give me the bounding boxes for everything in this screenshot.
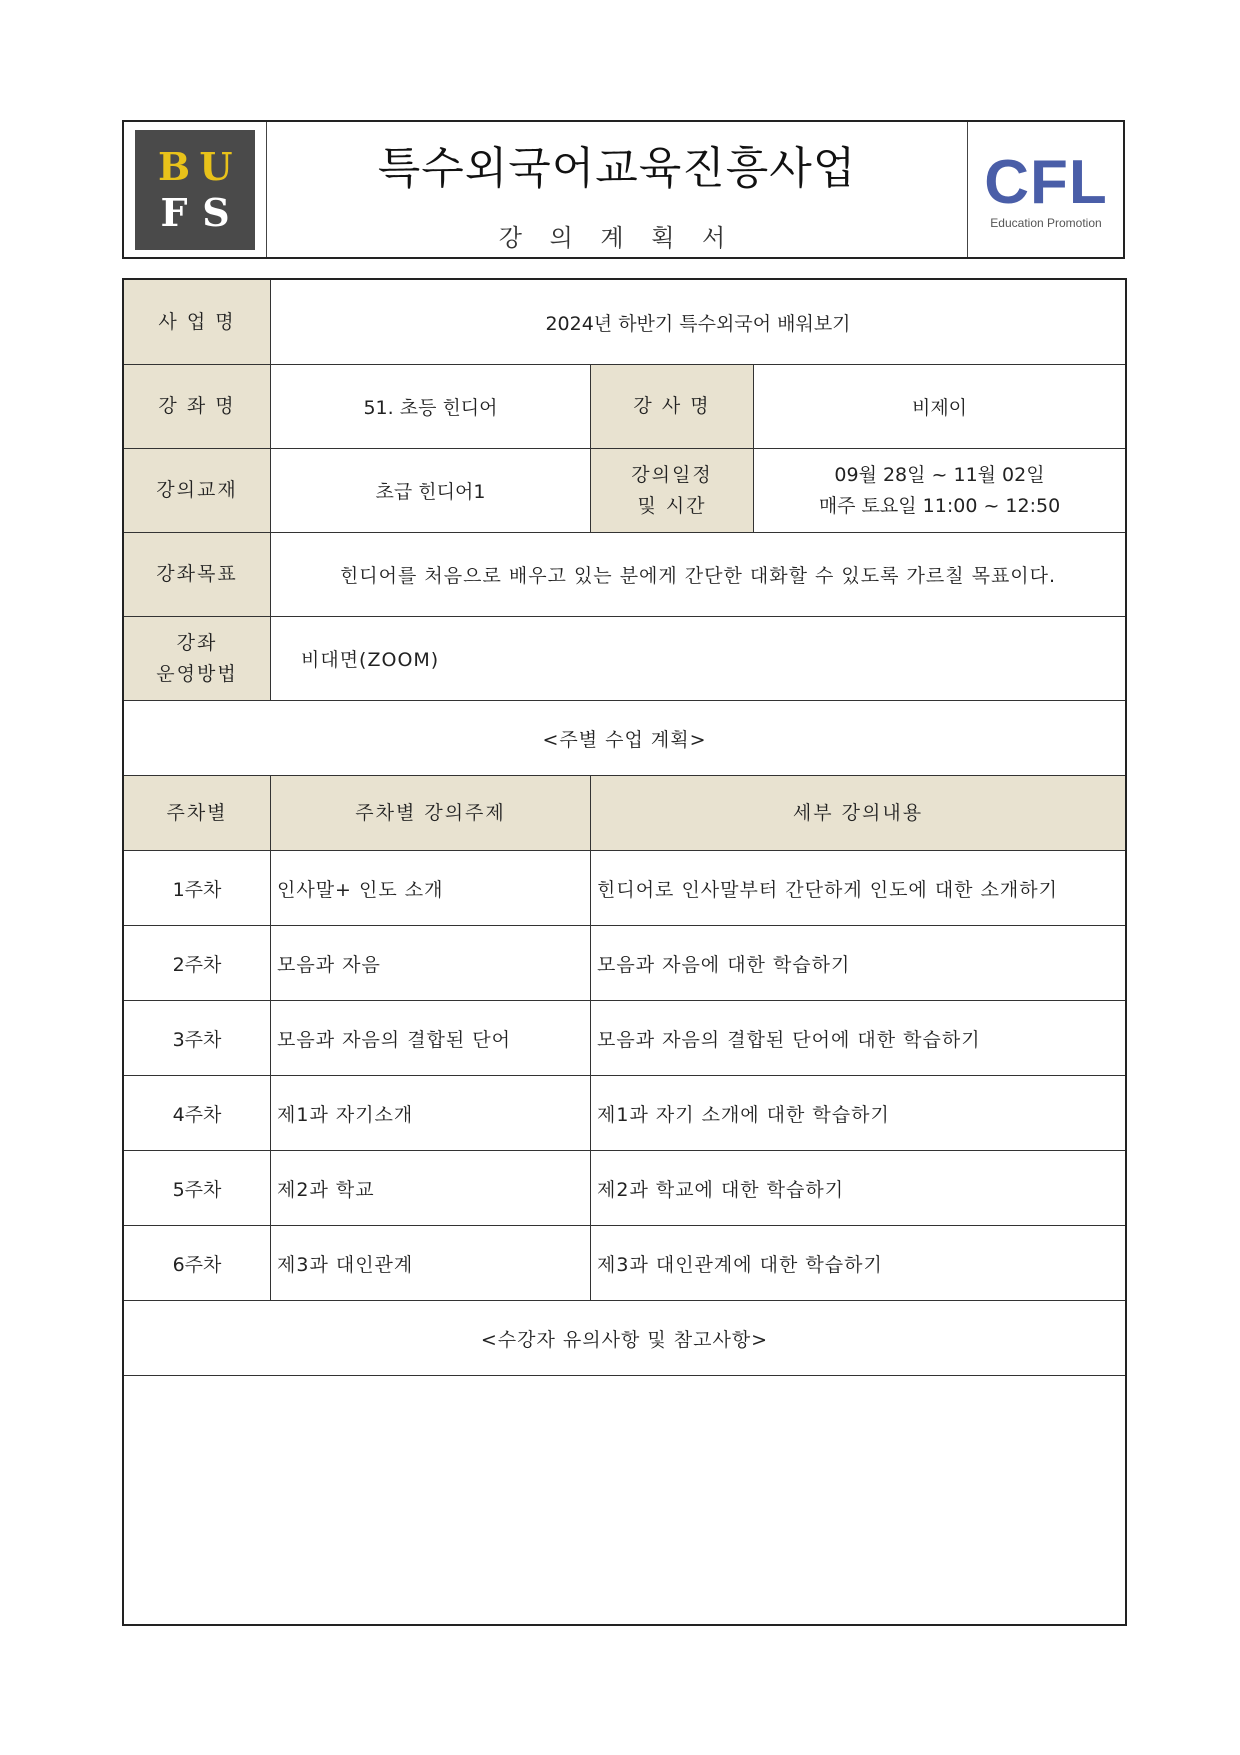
cfl-logo-cell bbox=[967, 122, 1123, 257]
week-cell: 2주차 bbox=[172, 953, 222, 976]
detail-cell: 제1과 자기 소개에 대한 학습하기 bbox=[597, 1103, 890, 1126]
bufs-logo-cell bbox=[124, 122, 267, 257]
business-name-label: 사 업 명 bbox=[124, 280, 270, 364]
logo-letter: B bbox=[157, 143, 191, 189]
logo-letter: U bbox=[199, 143, 233, 189]
schedule-label bbox=[591, 449, 753, 532]
cfl-logo-tagline: Education Promotion bbox=[989, 215, 1102, 230]
schedule-dates: 09월 28일 ~ 11월 02일 bbox=[834, 464, 1045, 487]
bufs-logo bbox=[135, 130, 255, 250]
logo-letter: F bbox=[160, 189, 188, 235]
schedule-value bbox=[754, 449, 1125, 532]
notes-content bbox=[124, 1376, 1125, 1624]
schedule-time: 매주 토요일 11:00 ~ 12:50 bbox=[818, 494, 1061, 517]
document-title: 특수외국어교육진흥사업 bbox=[377, 143, 857, 194]
col-topic-header: 주차별 강의주제 bbox=[271, 776, 590, 850]
document-subtitle: 강 의 계 획 서 bbox=[498, 224, 736, 252]
goal-label: 강좌목표 bbox=[124, 533, 270, 616]
header-title-cell bbox=[267, 122, 967, 257]
week-cell: 4주차 bbox=[172, 1103, 222, 1126]
method-label-line1: 강좌 bbox=[176, 632, 218, 655]
course-name-label: 강 좌 명 bbox=[124, 365, 270, 448]
col-detail-header: 세부 강의내용 bbox=[591, 776, 1125, 850]
goal-value: 힌디어를 처음으로 배우고 있는 분에게 간단한 대화할 수 있도록 가르칠 목표이다. bbox=[339, 565, 1057, 587]
method-label-line2: 운영방법 bbox=[156, 662, 238, 685]
business-name-value: 2024년 하반기 특수외국어 배워보기 bbox=[545, 312, 851, 335]
topic-cell: 인사말+ 인도 소개 bbox=[277, 878, 444, 901]
document-header bbox=[122, 120, 1125, 259]
week-cell: 3주차 bbox=[172, 1028, 222, 1051]
method-label bbox=[124, 617, 270, 700]
detail-cell: 모음과 자음에 대한 학습하기 bbox=[597, 953, 851, 976]
weekly-plan-title: <주별 수업 계획> bbox=[542, 728, 707, 751]
schedule-label-line1: 강의일정 bbox=[631, 464, 713, 487]
cfl-logo bbox=[976, 135, 1116, 245]
week-cell: 1주차 bbox=[172, 878, 222, 901]
topic-cell: 제3과 대인관계 bbox=[277, 1253, 414, 1276]
course-name-value: 51. 초등 힌디어 bbox=[363, 397, 498, 419]
textbook-value: 초급 힌디어1 bbox=[375, 481, 486, 503]
textbook-label: 강의교재 bbox=[124, 449, 270, 532]
instructor-value: 비제이 bbox=[911, 397, 968, 419]
topic-cell: 제1과 자기소개 bbox=[277, 1103, 414, 1126]
week-cell: 6주차 bbox=[172, 1253, 222, 1276]
instructor-label: 강 사 명 bbox=[591, 365, 753, 448]
week-cell: 5주차 bbox=[172, 1178, 222, 1201]
topic-cell: 제2과 학교 bbox=[277, 1178, 375, 1201]
topic-cell: 모음과 자음의 결합된 단어 bbox=[277, 1028, 512, 1051]
topic-cell: 모음과 자음 bbox=[277, 953, 381, 976]
schedule-label-line2: 및 시간 bbox=[637, 494, 707, 517]
detail-cell: 모음과 자음의 결합된 단어에 대한 학습하기 bbox=[597, 1028, 981, 1051]
cfl-logo-text: CFL bbox=[983, 147, 1108, 217]
detail-cell: 제2과 학교에 대한 학습하기 bbox=[597, 1178, 845, 1201]
detail-cell: 제3과 대인관계에 대한 학습하기 bbox=[597, 1253, 883, 1276]
method-value: 비대면(ZOOM) bbox=[301, 649, 440, 671]
detail-cell: 힌디어로 인사말부터 간단하게 인도에 대한 소개하기 bbox=[597, 878, 1058, 901]
notes-title: <수강자 유의사항 및 참고사항> bbox=[480, 1328, 769, 1351]
lecture-plan-table bbox=[122, 278, 1127, 1626]
logo-letter: S bbox=[202, 189, 230, 235]
col-week-header: 주차별 bbox=[124, 776, 270, 850]
